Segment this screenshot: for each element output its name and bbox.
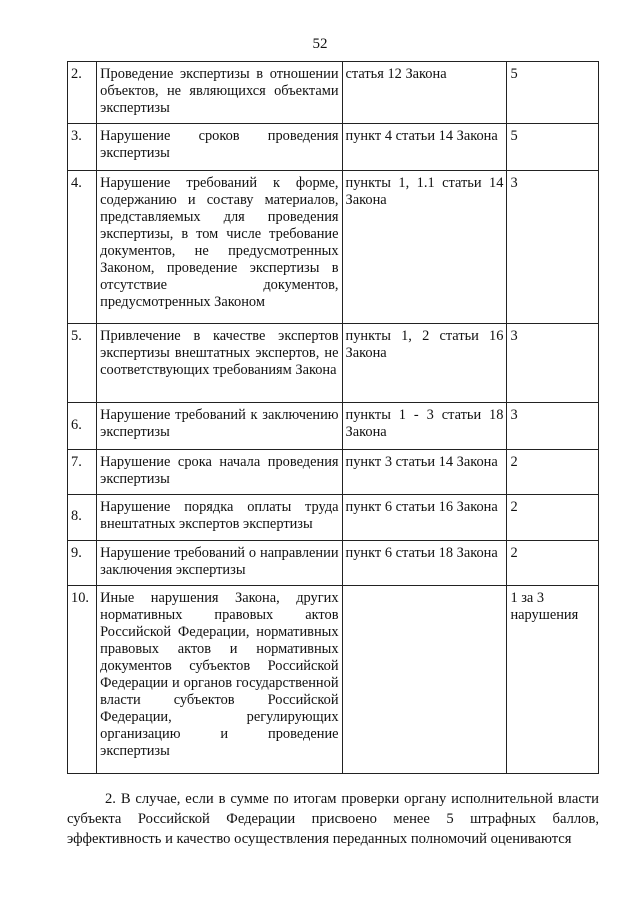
law-reference: пункты 1, 1.1 статьи 14 Закона bbox=[342, 171, 507, 324]
row-number: 8. bbox=[68, 495, 97, 541]
penalty-points: 3 bbox=[507, 171, 599, 324]
penalty-points: 2 bbox=[507, 450, 599, 495]
penalty-points: 2 bbox=[507, 495, 599, 541]
violation-description: Нарушение сроков проведения экспертизы bbox=[97, 124, 342, 171]
row-number: 5. bbox=[68, 324, 97, 403]
penalty-points: 1 за 3 нарушения bbox=[507, 586, 599, 774]
row-number: 10. bbox=[68, 586, 97, 774]
penalty-points: 3 bbox=[507, 403, 599, 450]
violation-description: Привлечение в качестве экспертов экспертизы внештатных экспертов, не соответствующих требованиям Закона bbox=[97, 324, 342, 403]
penalty-points: 3 bbox=[507, 324, 599, 403]
row-number: 6. bbox=[68, 403, 97, 450]
row-number: 4. bbox=[68, 171, 97, 324]
law-reference: статья 12 Закона bbox=[342, 62, 507, 124]
law-reference bbox=[342, 586, 507, 774]
law-reference: пункт 4 статьи 14 Закона bbox=[342, 124, 507, 171]
violation-description: Нарушение требований к заключению экспертизы bbox=[97, 403, 342, 450]
law-reference: пункт 6 статьи 18 Закона bbox=[342, 541, 507, 586]
row-number: 9. bbox=[68, 541, 97, 586]
law-reference: пункты 1 - 3 статьи 18 Закона bbox=[342, 403, 507, 450]
violation-description: Нарушение порядка оплаты труда внештатных экспертов экспертизы bbox=[97, 495, 342, 541]
row-number: 3. bbox=[68, 124, 97, 171]
violation-description: Иные нарушения Закона, других нормативных правовых актов Российской Федерации, нормативных правовых актов и нормативных документов субъектов Российской Федерации и органов государственной власти субъектов Российской Федерации, регулирующих организацию и проведение экспертизы bbox=[97, 586, 342, 774]
penalty-points: 5 bbox=[507, 62, 599, 124]
table-row bbox=[68, 124, 599, 171]
body-paragraph: 2. В случае, если в сумме по итогам проверки органу исполнительной власти субъекта Российской Федерации присвоено менее 5 штрафных баллов, эффективность и качество осуществления переданных полномочий оцениваются bbox=[67, 791, 599, 847]
row-number: 2. bbox=[68, 62, 97, 124]
violation-description: Нарушение срока начала проведения экспертизы bbox=[97, 450, 342, 495]
table-row bbox=[68, 495, 599, 541]
violations-table bbox=[67, 61, 599, 774]
violation-description: Нарушение требований о направлении заключения экспертизы bbox=[97, 541, 342, 586]
table-row bbox=[68, 586, 599, 774]
table-row bbox=[68, 541, 599, 586]
law-reference: пункт 6 статьи 16 Закона bbox=[342, 495, 507, 541]
law-reference: пункты 1, 2 статьи 16 Закона bbox=[342, 324, 507, 403]
page-number: 52 bbox=[312, 36, 328, 52]
table-row bbox=[68, 403, 599, 450]
penalty-points: 2 bbox=[507, 541, 599, 586]
penalty-points: 5 bbox=[507, 124, 599, 171]
violation-description: Проведение экспертизы в отношении объектов, не являющихся объектами экспертизы bbox=[97, 62, 342, 124]
table-row bbox=[68, 450, 599, 495]
table-row bbox=[68, 324, 599, 403]
row-number: 7. bbox=[68, 450, 97, 495]
violation-description: Нарушение требований к форме, содержанию и составу материалов, представляемых для проведения экспертизы, в том числе требование документов, не предусмотренных Законом, проведение экспертизы в отсутствие документов, предусмотренных Законом bbox=[97, 171, 342, 324]
law-reference: пункт 3 статьи 14 Закона bbox=[342, 450, 507, 495]
table-row bbox=[68, 171, 599, 324]
table-row bbox=[68, 62, 599, 124]
